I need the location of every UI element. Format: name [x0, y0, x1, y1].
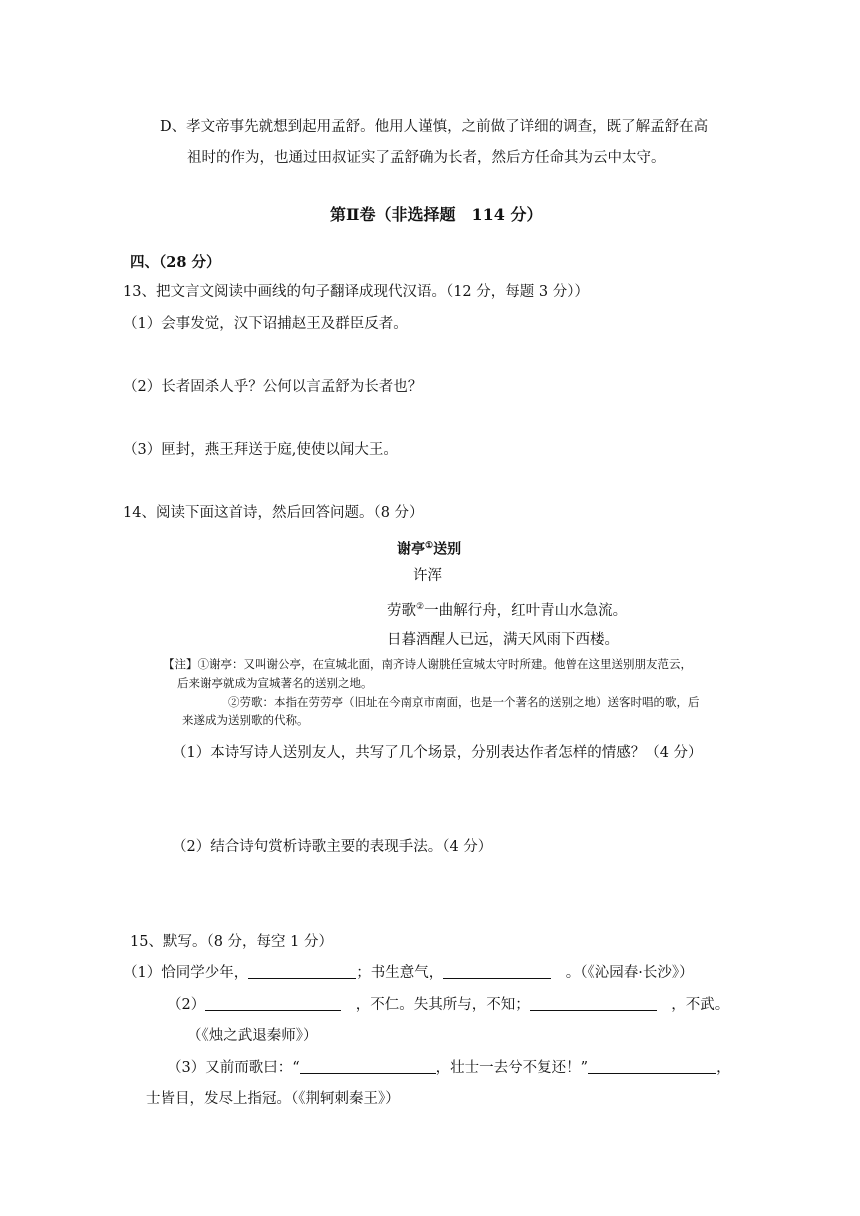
q15-s3-text-b: ，壮士一去兮不复还！” [435, 1060, 589, 1076]
poem-line-1-footnote-mark: ② [416, 602, 425, 612]
answer-blank[interactable] [530, 996, 657, 1011]
option-d-line2: 祖时的作为，也通过田叔证实了孟舒确为长者，然后方任命其为云中太守。 [187, 150, 666, 166]
q13-sentence-3: （3）匣封，燕王拜送于庭,使使以闻大王。 [123, 442, 398, 458]
q15-sentence-3-cont: 士皆目，发尽上指冠。（《荆轲刺秦王》） [146, 1091, 400, 1107]
q15-sentence-2 [167, 995, 729, 1015]
poem-title-footnote-mark: ① [425, 541, 434, 551]
note-1-text-a: ①谢亭：又叫谢公亭，在宣城北面，南齐诗人谢朓任宣城太守时所建。他曾在这里送别朋友范云， [197, 657, 692, 671]
q14-stem: 14、阅读下面这首诗，然后回答问题。（8 分） [123, 505, 424, 521]
q13-sentence-1: （1）会事发觉，汉下诏捕赵王及群臣反者。 [123, 316, 408, 332]
q14-sub-2: （2）结合诗句赏析诗歌主要的表现手法。（4 分） [172, 839, 493, 855]
note-label: 【注】 [163, 657, 198, 671]
q15-s3-text-a: （3）又前而歌曰：“ [167, 1060, 300, 1076]
poem-line-1-part-a: 劳歌 [387, 602, 416, 619]
poem-title-part-b: 送别 [433, 541, 462, 558]
q15-s2-text-c: ，不武。 [656, 997, 730, 1013]
answer-blank[interactable] [248, 964, 356, 979]
q15-s1-text-c: 。（《沁园春·长沙》） [551, 965, 694, 981]
answer-blank[interactable] [588, 1059, 716, 1074]
answer-blank[interactable] [443, 964, 551, 979]
option-d-line1: D、孝文帝事先就想到起用孟舒。他用人谨慎，之前做了详细的调查，既了解孟舒在高 [160, 119, 709, 135]
part-heading: 四、（28 分） [130, 254, 221, 271]
q15-s3-text-c: ， [716, 1060, 731, 1076]
q15-s1-text-b: ；书生意气， [356, 965, 444, 981]
poem-line-1 [387, 597, 627, 621]
q15-stem: 15、默写。（8 分，每空 1 分） [130, 934, 333, 950]
answer-blank[interactable] [205, 996, 341, 1011]
q13-stem: 13、把文言文阅读中画线的句子翻译成现代汉语。（12 分，每题 3 分）） [123, 284, 589, 300]
q13-sentence-2: （2）长者固杀人乎？公何以言孟舒为长者也？ [123, 379, 423, 395]
poem-line-1-part-b: 一曲解行舟，红叶青山水急流。 [424, 602, 628, 619]
q15-sentence-1 [123, 963, 694, 983]
q15-s2-text-a: （2） [167, 997, 206, 1013]
poem-author: 许浑 [413, 568, 442, 584]
note-2-line-1: ②劳歌：本指在劳劳亭（旧址在今南京市南面，也是一个著名的送别之地）送客时唱的歌，后 [228, 695, 700, 709]
q15-sentence-3 [167, 1058, 731, 1078]
note-1-line-1 [163, 656, 692, 672]
q15-s2-text-b: ，不仁。失其所与，不知； [341, 997, 530, 1013]
note-2-line-2: 来遂成为送别歌的代称。 [182, 713, 309, 727]
q15-s1-text-a: （1）恰同学少年， [123, 965, 249, 981]
answer-blank[interactable] [300, 1059, 436, 1074]
poem-title-part-a: 谢亭 [397, 541, 425, 558]
section-title: 第Ⅱ卷（非选择题 114 分） [330, 205, 543, 224]
q15-source-2: （《烛之武退秦师》） [187, 1028, 318, 1044]
poem-line-2: 日暮酒醒人已远，满天风雨下西楼。 [387, 632, 619, 648]
poem-title [397, 536, 461, 560]
note-1-line-2: 后来谢亭就成为宣城著名的送别之地。 [177, 676, 373, 690]
q14-sub-1: （1）本诗写诗人送别友人，共写了几个场景，分别表达作者怎样的情感？（4 分） [172, 745, 703, 761]
